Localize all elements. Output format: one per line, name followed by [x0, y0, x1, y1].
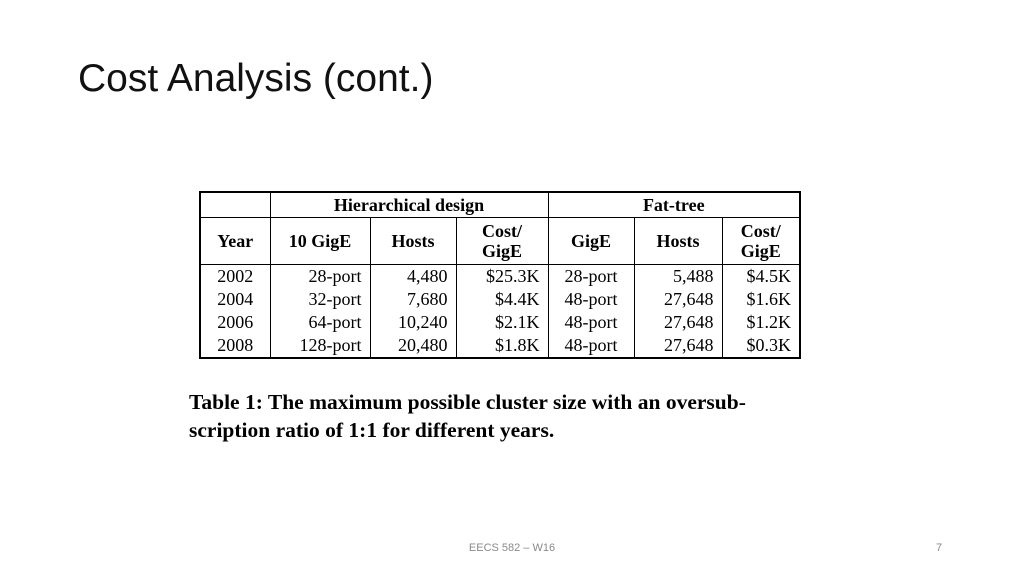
- cell-fat-tree-hosts: 5,488: [634, 265, 722, 289]
- cost-header-line2: GigE: [481, 241, 522, 261]
- cell-year: 2006: [200, 311, 270, 334]
- column-header-hierarchical-cost: [456, 218, 548, 265]
- cell-fat-tree-cost: $0.3K: [722, 334, 800, 358]
- cell-hierarchical-cost: $4.4K: [456, 288, 548, 311]
- cell-fat-tree-hosts: 27,648: [634, 334, 722, 358]
- group-header-hierarchical: Hierarchical design: [270, 192, 548, 218]
- cell-hierarchical-hosts: 7,680: [370, 288, 456, 311]
- cost-header-line2: GigE: [740, 241, 781, 261]
- page-number: 7: [936, 542, 943, 554]
- cell-fat-tree-hosts: 27,648: [634, 311, 722, 334]
- cell-fat-tree-cost: $1.2K: [722, 311, 800, 334]
- table-row: [200, 334, 800, 358]
- cell-fat-tree-hosts: 27,648: [634, 288, 722, 311]
- column-header-row: [200, 218, 800, 265]
- cell-year: 2004: [200, 288, 270, 311]
- cost-header-line1: Cost/: [740, 221, 781, 241]
- empty-header-cell: [200, 192, 270, 218]
- table-row: [200, 265, 800, 289]
- cell-year: 2008: [200, 334, 270, 358]
- group-header-row: [200, 192, 800, 218]
- slide-footer: EECS 582 – W16: [468, 542, 556, 554]
- cell-fat-tree-gige: 48-port: [548, 311, 634, 334]
- column-header-10gige: 10 GigE: [270, 218, 370, 265]
- column-header-fat-tree-hosts: Hosts: [634, 218, 722, 265]
- column-header-year: Year: [200, 218, 270, 265]
- caption-line: scription ratio of 1:1 for different years.: [189, 418, 555, 442]
- table-caption: [189, 388, 829, 444]
- cost-header-line1: Cost/: [482, 221, 522, 241]
- cell-hierarchical-hosts: 4,480: [370, 265, 456, 289]
- slide-title: Cost Analysis (cont.): [78, 57, 434, 100]
- cell-hierarchical-cost: $2.1K: [456, 311, 548, 334]
- cell-fat-tree-cost: $1.6K: [722, 288, 800, 311]
- column-header-fat-tree-cost: [722, 218, 800, 265]
- cell-fat-tree-gige: 48-port: [548, 288, 634, 311]
- cell-10gige: 64-port: [270, 311, 370, 334]
- cell-hierarchical-hosts: 20,480: [370, 334, 456, 358]
- group-header-fat-tree: Fat-tree: [548, 192, 800, 218]
- cell-fat-tree-gige: 28-port: [548, 265, 634, 289]
- cell-10gige: 128-port: [270, 334, 370, 358]
- cell-fat-tree-gige: 48-port: [548, 334, 634, 358]
- cell-fat-tree-cost: $4.5K: [722, 265, 800, 289]
- table-figure: [199, 191, 801, 359]
- cell-hierarchical-hosts: 10,240: [370, 311, 456, 334]
- column-header-fat-tree-gige: GigE: [548, 218, 634, 265]
- cell-10gige: 28-port: [270, 265, 370, 289]
- cell-10gige: 32-port: [270, 288, 370, 311]
- cell-hierarchical-cost: $25.3K: [456, 265, 548, 289]
- cost-table: [199, 191, 801, 359]
- cell-year: 2002: [200, 265, 270, 289]
- table-row: [200, 311, 800, 334]
- caption-line: Table 1: The maximum possible cluster size with an oversub-: [189, 390, 746, 414]
- table-row: [200, 288, 800, 311]
- cell-hierarchical-cost: $1.8K: [456, 334, 548, 358]
- column-header-hierarchical-hosts: Hosts: [370, 218, 456, 265]
